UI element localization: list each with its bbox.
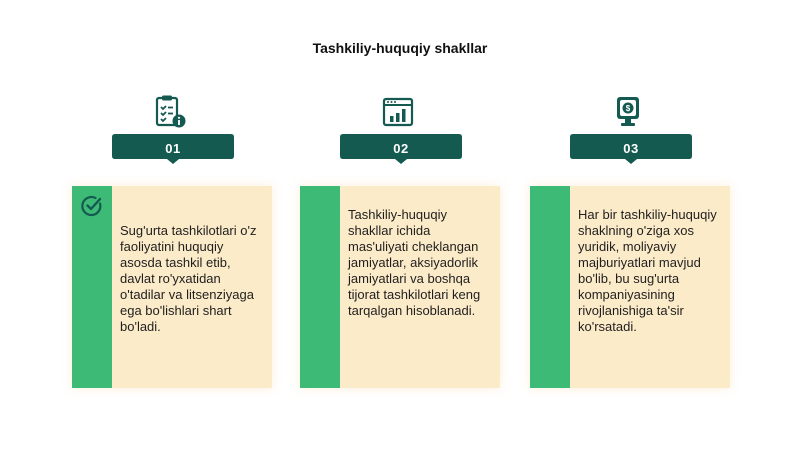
step-card — [72, 186, 272, 388]
check-circle-icon — [80, 194, 104, 218]
step-number-badge — [570, 134, 692, 164]
svg-text:$: $ — [625, 104, 631, 114]
step-card — [530, 186, 730, 388]
step-description: Har bir tashkiliy-huquqiy shaklning o'ziga xos yuridik, moliyaviy majburiyatlari mavjud bo'lib, bu sug'urta kompaniyasining rivojlanishiga ta'sir ko'rsatadi. — [578, 207, 717, 334]
step-number: 03 — [623, 141, 639, 156]
step-card — [300, 186, 500, 388]
chart-window-icon — [378, 92, 418, 132]
page-title: Tashkiliy-huquqiy shakllar — [312, 40, 488, 56]
step-number: 02 — [393, 141, 409, 156]
clipboard-info-icon — [150, 92, 190, 132]
step-number-badge — [340, 134, 462, 164]
accent-bar — [530, 186, 570, 388]
step-number-badge — [112, 134, 234, 164]
step-description: Tashkiliy-huquqiy shakllar ichida mas'uliyati cheklangan jamiyatlar, aksiyadorlik jamiyatlari va boshqa tijorat tashkilotlari keng tarqalgan hisoblanadi. — [348, 207, 481, 318]
step-number: 01 — [165, 141, 181, 156]
step-description: Sug'urta tashkilotlari o'z faoliyatini huquqiy asosda tashkil etib, davlat ro'yxatidan o'tadilar va litsenziyaga ega bo'lishlari shart bo'ladi. — [120, 223, 257, 334]
accent-bar — [300, 186, 340, 388]
money-monitor-icon — [608, 92, 648, 132]
